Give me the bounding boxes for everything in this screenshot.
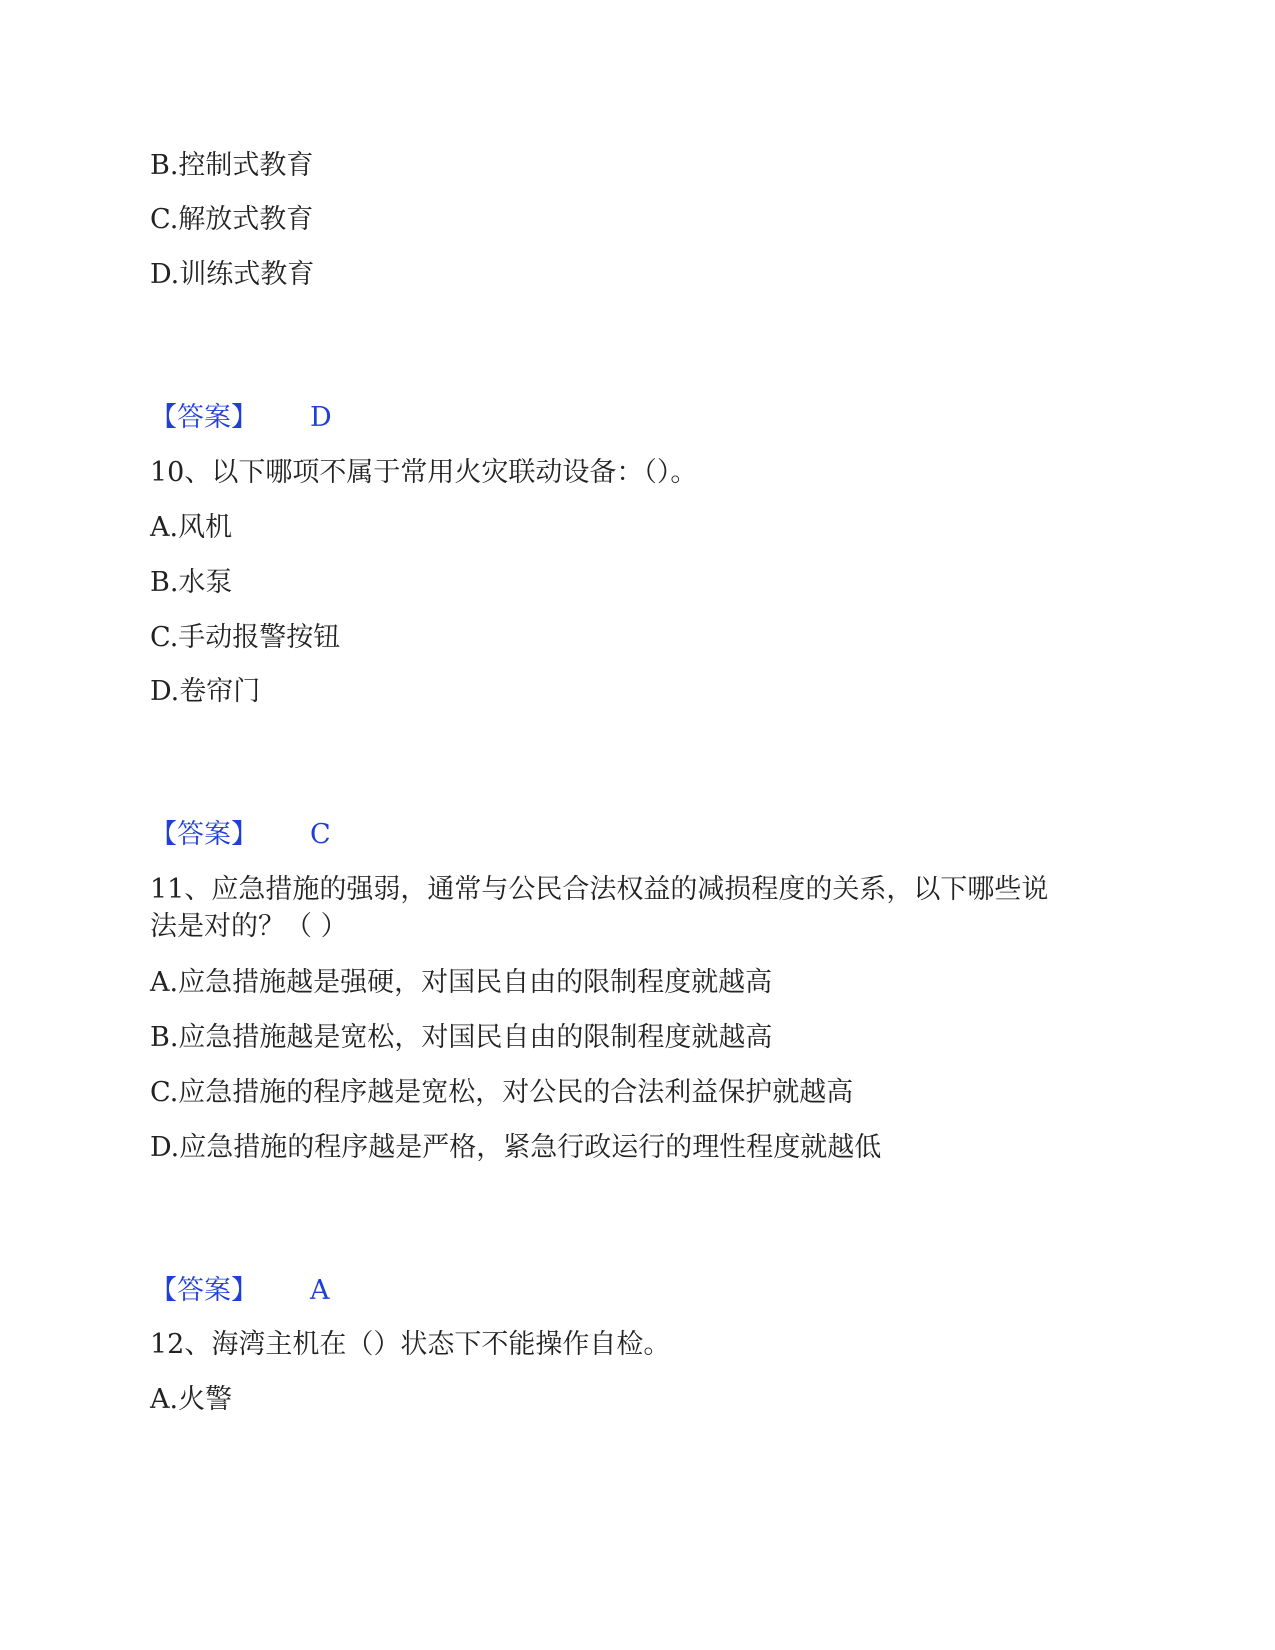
q11-option-b: B.应急措施越是宽松，对国民自由的限制程度就越高 xyxy=(150,1022,773,1053)
q9-answer xyxy=(150,400,332,436)
q11-option-c: C.应急措施的程序越是宽松，对公民的合法利益保护就越高 xyxy=(150,1077,854,1108)
answer-label: 【答案】 xyxy=(150,1275,258,1306)
q10-option-d: D.卷帘门 xyxy=(150,676,261,707)
q10-question: 10、以下哪项不属于常用火灾联动设备：（）。 xyxy=(150,457,698,488)
q11-option-d: D.应急措施的程序越是严格，紧急行政运行的理性程度就越低 xyxy=(150,1132,882,1163)
q9-option-d: D.训练式教育 xyxy=(150,259,315,290)
q10-option-a: A.风机 xyxy=(150,512,233,543)
q11-question-line1: 11、应急措施的强弱，通常与公民合法权益的减损程度的关系，以下哪些说 xyxy=(150,874,1049,905)
q10-option-b: B.水泵 xyxy=(150,567,233,598)
q11-question-line2: 法是对的？（ ） xyxy=(150,911,348,942)
answer-label: 【答案】 xyxy=(150,402,258,433)
answer-value: A xyxy=(310,1275,330,1306)
q11-answer xyxy=(150,1273,330,1309)
answer-label: 【答案】 xyxy=(150,819,258,850)
answer-value: C xyxy=(310,819,331,850)
answer-value: D xyxy=(310,402,332,433)
q9-option-c: C.解放式教育 xyxy=(150,204,314,235)
q9-option-b: B.控制式教育 xyxy=(150,150,314,181)
q11-option-a: A.应急措施越是强硬，对国民自由的限制程度就越高 xyxy=(150,967,773,998)
q10-answer xyxy=(150,817,331,853)
q12-option-a: A.火警 xyxy=(150,1384,233,1415)
q12-question: 12、海湾主机在（）状态下不能操作自检。 xyxy=(150,1329,671,1360)
q10-option-c: C.手动报警按钮 xyxy=(150,622,341,653)
